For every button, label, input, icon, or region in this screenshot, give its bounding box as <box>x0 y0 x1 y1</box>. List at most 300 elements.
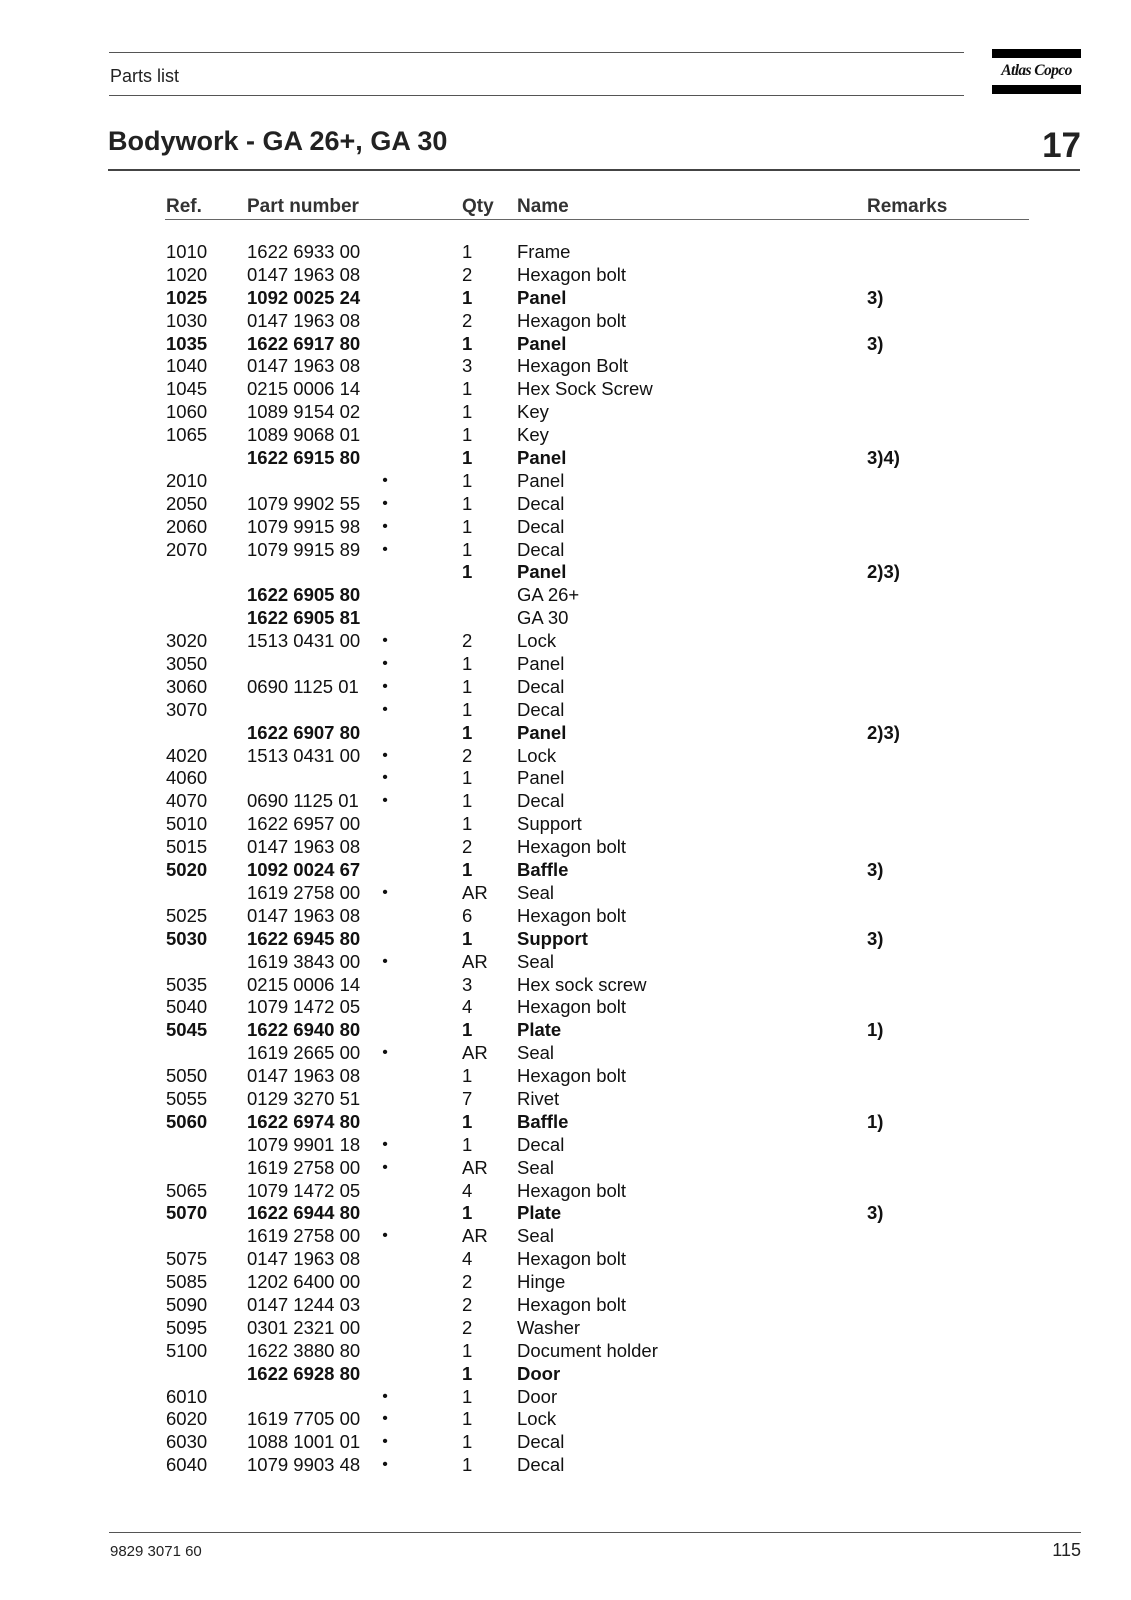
table-row <box>0 1386 1131 1409</box>
cell-kit-marker: • <box>382 1227 388 1245</box>
cell-name: Hexagon bolt <box>517 836 627 858</box>
cell-kit-marker: • <box>382 746 388 764</box>
cell-qty: 1 <box>462 767 473 789</box>
cell-ref: 5045 <box>166 1019 208 1041</box>
table-row <box>0 241 1131 264</box>
cell-part-number: 1079 9915 98 <box>247 515 361 537</box>
cell-part-number: 1622 6944 80 <box>247 1202 361 1224</box>
cell-ref: 6030 <box>166 1431 208 1453</box>
table-row <box>0 836 1131 859</box>
cell-remarks: 2)3) <box>867 721 900 743</box>
cell-name: Frame <box>517 241 571 262</box>
table-row <box>0 355 1131 378</box>
cell-part-number: 1622 6917 80 <box>247 332 361 354</box>
cell-qty: 1 <box>462 1408 473 1430</box>
brand-logo <box>992 49 1081 94</box>
cell-qty: 1 <box>462 1431 473 1453</box>
logo-bottom-bar <box>992 85 1081 94</box>
table-row <box>0 1431 1131 1454</box>
table-row <box>0 951 1131 974</box>
cell-part-number: 0147 1244 03 <box>247 1293 361 1315</box>
cell-name: Key <box>517 424 549 446</box>
table-row <box>0 310 1131 333</box>
cell-qty: 4 <box>462 1248 473 1270</box>
cell-ref: 5040 <box>166 996 208 1018</box>
table-row <box>0 1065 1131 1088</box>
cell-part-number: 1622 6974 80 <box>247 1110 361 1132</box>
cell-part-number: 0147 1963 08 <box>247 904 361 926</box>
cell-part-number: 0129 3270 51 <box>247 1087 361 1109</box>
cell-part-number: 1092 0024 67 <box>247 859 361 881</box>
cell-kit-marker: • <box>382 540 388 558</box>
cell-ref: 3050 <box>166 653 208 675</box>
column-header-ref: Ref. <box>166 196 202 217</box>
title-rule <box>108 169 1080 171</box>
cell-part-number: 1089 9154 02 <box>247 401 361 423</box>
cell-ref: 2010 <box>166 469 208 491</box>
cell-kit-marker: • <box>382 792 388 810</box>
cell-name: Hex Sock Screw <box>517 378 653 400</box>
cell-part-number: 0147 1963 08 <box>247 263 361 285</box>
cell-qty: AR <box>462 1156 488 1178</box>
table-row <box>0 1340 1131 1363</box>
cell-part-number: 1622 6957 00 <box>247 813 361 835</box>
parts-table <box>0 241 1131 1477</box>
cell-name: GA 30 <box>517 607 569 629</box>
cell-name: Plate <box>517 1202 562 1224</box>
cell-ref: 5020 <box>166 859 208 881</box>
table-row <box>0 561 1131 584</box>
footer-page-number: 115 <box>1052 1540 1081 1560</box>
cell-qty: 1 <box>462 401 473 423</box>
cell-kit-marker: • <box>382 494 388 512</box>
cell-ref: 5030 <box>166 927 208 949</box>
cell-kit-marker: • <box>382 1044 388 1062</box>
logo-wordmark: Atlas Copco <box>1001 62 1072 79</box>
cell-qty: 1 <box>462 813 473 835</box>
table-row <box>0 1157 1131 1180</box>
column-header-remarks: Remarks <box>867 196 948 217</box>
cell-qty: AR <box>462 1225 488 1247</box>
cell-qty: 2 <box>462 1316 473 1338</box>
cell-part-number: 1079 9903 48 <box>247 1454 361 1476</box>
cell-remarks: 3) <box>867 332 884 354</box>
cell-qty: 1 <box>462 515 473 537</box>
cell-kit-marker: • <box>382 883 388 901</box>
cell-ref: 1060 <box>166 401 208 423</box>
cell-name: Door <box>517 1385 558 1407</box>
cell-name: Decal <box>517 1431 565 1453</box>
cell-kit-marker: • <box>382 1387 388 1405</box>
cell-name: Seal <box>517 1225 555 1247</box>
cell-remarks: 2)3) <box>867 561 900 583</box>
cell-ref: 5090 <box>166 1293 208 1315</box>
cell-ref: 1045 <box>166 378 208 400</box>
header-bottom-rule <box>109 95 964 96</box>
cell-ref: 5065 <box>166 1179 208 1201</box>
table-row <box>0 630 1131 653</box>
cell-qty: 1 <box>462 447 473 469</box>
cell-part-number: 1619 3843 00 <box>247 950 361 972</box>
table-row <box>0 996 1131 1019</box>
cell-name: Decal <box>517 1133 565 1155</box>
cell-kit-marker: • <box>382 1456 388 1474</box>
cell-name: Baffle <box>517 1110 569 1132</box>
cell-part-number: 1619 2758 00 <box>247 1225 361 1247</box>
cell-ref: 3070 <box>166 698 208 720</box>
cell-part-number: 1079 9915 89 <box>247 538 361 560</box>
cell-part-number: 1202 6400 00 <box>247 1271 361 1293</box>
cell-part-number: 1619 2665 00 <box>247 1042 361 1064</box>
table-row <box>0 470 1131 493</box>
cell-part-number: 1622 6907 80 <box>247 721 361 743</box>
cell-qty: 1 <box>462 492 473 514</box>
cell-part-number: 0215 0006 14 <box>247 378 361 400</box>
table-row <box>0 1294 1131 1317</box>
column-header-name: Name <box>517 196 569 217</box>
cell-part-number: 1513 0431 00 <box>247 744 361 766</box>
cell-part-number: 1622 6915 80 <box>247 447 361 469</box>
cell-part-number: 1619 2758 00 <box>247 881 361 903</box>
cell-part-number: 0690 1125 01 <box>247 675 359 697</box>
cell-name: Decal <box>517 790 565 812</box>
table-row <box>0 1248 1131 1271</box>
table-row <box>0 859 1131 882</box>
table-row <box>0 813 1131 836</box>
cell-qty: 1 <box>462 1110 473 1132</box>
cell-ref: 3020 <box>166 630 208 652</box>
cell-kit-marker: • <box>382 517 388 535</box>
cell-ref: 5070 <box>166 1202 208 1224</box>
table-row <box>0 1408 1131 1431</box>
table-row <box>0 905 1131 928</box>
cell-part-number: 0147 1963 08 <box>247 1065 361 1087</box>
table-row <box>0 424 1131 447</box>
cell-qty: 2 <box>462 309 473 331</box>
table-row <box>0 1225 1131 1248</box>
cell-kit-marker: • <box>382 632 388 650</box>
column-header-qty: Qty <box>462 196 494 217</box>
cell-name: Panel <box>517 721 567 743</box>
cell-ref: 5100 <box>166 1339 208 1361</box>
cell-name: Hexagon bolt <box>517 1248 627 1270</box>
cell-name: Decal <box>517 538 565 560</box>
cell-name: Seal <box>517 950 555 972</box>
cell-name: Panel <box>517 447 567 469</box>
table-row <box>0 287 1131 310</box>
cell-qty: 1 <box>462 424 473 446</box>
cell-ref: 5075 <box>166 1248 208 1270</box>
cell-qty: 1 <box>462 241 473 262</box>
cell-qty: AR <box>462 950 488 972</box>
cell-part-number: 1088 1001 01 <box>247 1431 361 1453</box>
cell-name: Hexagon bolt <box>517 904 627 926</box>
cell-name: Panel <box>517 469 565 491</box>
cell-part-number: 0147 1963 08 <box>247 355 361 377</box>
cell-name: Support <box>517 927 588 949</box>
cell-kit-marker: • <box>382 1410 388 1428</box>
table-row <box>0 882 1131 905</box>
cell-name: Decal <box>517 492 565 514</box>
cell-ref: 1030 <box>166 309 208 331</box>
cell-name: GA 26+ <box>517 584 580 606</box>
column-header-rule <box>165 219 1029 220</box>
table-row <box>0 447 1131 470</box>
cell-name: Hexagon bolt <box>517 1293 627 1315</box>
table-row <box>0 264 1131 287</box>
cell-part-number: 1513 0431 00 <box>247 630 361 652</box>
cell-ref: 3060 <box>166 675 208 697</box>
table-row <box>0 401 1131 424</box>
cell-name: Baffle <box>517 859 569 881</box>
cell-kit-marker: • <box>382 655 388 673</box>
cell-kit-marker: • <box>382 952 388 970</box>
cell-name: Decal <box>517 515 565 537</box>
cell-remarks: 3) <box>867 1202 884 1224</box>
logo-top-bar <box>992 49 1081 58</box>
cell-qty: 7 <box>462 1087 473 1109</box>
table-row <box>0 1180 1131 1203</box>
cell-remarks: 1) <box>867 1110 884 1132</box>
page-title: Bodywork - GA 26+, GA 30 <box>108 126 448 156</box>
cell-name: Panel <box>517 286 567 308</box>
cell-kit-marker: • <box>382 769 388 787</box>
cell-qty: 1 <box>462 1133 473 1155</box>
cell-name: Lock <box>517 1408 557 1430</box>
cell-qty: 1 <box>462 790 473 812</box>
cell-part-number: 1089 9068 01 <box>247 424 361 446</box>
cell-qty: 3 <box>462 355 473 377</box>
cell-name: Support <box>517 813 582 835</box>
table-row <box>0 974 1131 997</box>
cell-part-number: 0215 0006 14 <box>247 973 361 995</box>
cell-qty: AR <box>462 881 488 903</box>
cell-qty: 4 <box>462 1179 473 1201</box>
cell-qty: 1 <box>462 653 473 675</box>
cell-ref: 2070 <box>166 538 208 560</box>
cell-name: Panel <box>517 561 567 583</box>
header-top-rule <box>109 52 964 53</box>
cell-ref: 6040 <box>166 1454 208 1476</box>
table-row <box>0 1088 1131 1111</box>
table-row <box>0 790 1131 813</box>
cell-kit-marker: • <box>382 1158 388 1176</box>
table-row <box>0 699 1131 722</box>
cell-name: Plate <box>517 1019 562 1041</box>
table-row <box>0 333 1131 356</box>
cell-name: Rivet <box>517 1087 560 1109</box>
cell-name: Key <box>517 401 549 423</box>
cell-ref: 5035 <box>166 973 208 995</box>
cell-part-number: 1622 6905 80 <box>247 584 361 606</box>
cell-remarks: 3) <box>867 286 884 308</box>
table-row <box>0 539 1131 562</box>
table-row <box>0 584 1131 607</box>
cell-part-number: 1079 9902 55 <box>247 492 361 514</box>
cell-name: Decal <box>517 675 565 697</box>
cell-kit-marker: • <box>382 677 388 695</box>
cell-qty: 1 <box>462 1065 473 1087</box>
cell-part-number: 1622 6933 00 <box>247 241 361 262</box>
cell-part-number: 1622 6928 80 <box>247 1362 361 1384</box>
cell-ref: 1025 <box>166 286 208 308</box>
cell-part-number: 0147 1963 08 <box>247 309 361 331</box>
table-row <box>0 1454 1131 1477</box>
cell-ref: 1040 <box>166 355 208 377</box>
cell-kit-marker: • <box>382 1433 388 1451</box>
cell-remarks: 3) <box>867 859 884 881</box>
cell-qty: 1 <box>462 1202 473 1224</box>
cell-name: Hexagon bolt <box>517 996 627 1018</box>
table-row <box>0 653 1131 676</box>
cell-ref: 5060 <box>166 1110 208 1132</box>
cell-part-number: 0301 2321 00 <box>247 1316 361 1338</box>
cell-qty: 1 <box>462 859 473 881</box>
cell-name: Decal <box>517 1454 565 1476</box>
table-row <box>0 1202 1131 1225</box>
cell-ref: 2060 <box>166 515 208 537</box>
cell-qty: 2 <box>462 836 473 858</box>
cell-qty: 1 <box>462 1339 473 1361</box>
cell-name: Hexagon bolt <box>517 263 627 285</box>
cell-part-number: 1622 6905 81 <box>247 607 361 629</box>
table-row <box>0 1042 1131 1065</box>
cell-qty: 1 <box>462 469 473 491</box>
cell-name: Hexagon bolt <box>517 309 627 331</box>
cell-part-number: 0147 1963 08 <box>247 1248 361 1270</box>
cell-name: Hexagon bolt <box>517 1065 627 1087</box>
cell-part-number: 1622 6940 80 <box>247 1019 361 1041</box>
cell-qty: 2 <box>462 1271 473 1293</box>
cell-ref: 4060 <box>166 767 208 789</box>
cell-ref: 5095 <box>166 1316 208 1338</box>
cell-qty: 2 <box>462 630 473 652</box>
table-row <box>0 378 1131 401</box>
cell-part-number: 0690 1125 01 <box>247 790 359 812</box>
cell-name: Door <box>517 1362 561 1384</box>
cell-part-number: 1622 6945 80 <box>247 927 361 949</box>
cell-ref: 5025 <box>166 904 208 926</box>
table-row <box>0 1363 1131 1386</box>
cell-qty: 1 <box>462 561 473 583</box>
cell-ref: 1065 <box>166 424 208 446</box>
table-row <box>0 722 1131 745</box>
table-row <box>0 493 1131 516</box>
cell-part-number: 1619 7705 00 <box>247 1408 361 1430</box>
cell-ref: 5010 <box>166 813 208 835</box>
cell-ref: 6020 <box>166 1408 208 1430</box>
cell-kit-marker: • <box>382 1135 388 1153</box>
cell-qty: 1 <box>462 332 473 354</box>
cell-ref: 5050 <box>166 1065 208 1087</box>
cell-qty: 4 <box>462 996 473 1018</box>
cell-qty: 1 <box>462 721 473 743</box>
cell-part-number: 0147 1963 08 <box>247 836 361 858</box>
cell-name: Decal <box>517 698 565 720</box>
cell-part-number: 1622 3880 80 <box>247 1339 361 1361</box>
cell-name: Seal <box>517 1042 555 1064</box>
cell-qty: 1 <box>462 675 473 697</box>
cell-name: Seal <box>517 881 555 903</box>
cell-qty: 2 <box>462 1293 473 1315</box>
cell-ref: 5085 <box>166 1271 208 1293</box>
cell-name: Panel <box>517 653 565 675</box>
cell-ref: 6010 <box>166 1385 208 1407</box>
cell-name: Document holder <box>517 1339 658 1361</box>
cell-remarks: 3)4) <box>867 447 900 469</box>
cell-kit-marker: • <box>382 700 388 718</box>
table-row <box>0 676 1131 699</box>
cell-qty: 1 <box>462 698 473 720</box>
cell-qty: 2 <box>462 744 473 766</box>
cell-part-number: 1619 2758 00 <box>247 1156 361 1178</box>
cell-ref: 1020 <box>166 263 208 285</box>
cell-remarks: 3) <box>867 927 884 949</box>
header-section-label: Parts list <box>110 66 180 86</box>
cell-ref: 4020 <box>166 744 208 766</box>
section-number: 17 <box>1042 126 1081 165</box>
cell-name: Hexagon bolt <box>517 1179 627 1201</box>
footer-rule <box>109 1532 1081 1533</box>
cell-qty: 1 <box>462 1385 473 1407</box>
table-row <box>0 1271 1131 1294</box>
cell-qty: 1 <box>462 1019 473 1041</box>
cell-qty: 2 <box>462 263 473 285</box>
table-row <box>0 928 1131 951</box>
table-row <box>0 1019 1131 1042</box>
table-row <box>0 767 1131 790</box>
cell-qty: 1 <box>462 1362 473 1384</box>
cell-ref: 5015 <box>166 836 208 858</box>
column-header-part-number: Part number <box>247 196 359 217</box>
cell-name: Washer <box>517 1316 581 1338</box>
cell-ref: 1010 <box>166 241 208 262</box>
cell-ref: 4070 <box>166 790 208 812</box>
table-row <box>0 516 1131 539</box>
cell-qty: 1 <box>462 378 473 400</box>
cell-qty: 1 <box>462 286 473 308</box>
table-row <box>0 607 1131 630</box>
cell-ref: 5055 <box>166 1087 208 1109</box>
cell-name: Panel <box>517 767 565 789</box>
table-row <box>0 1111 1131 1134</box>
cell-qty: 1 <box>462 538 473 560</box>
cell-qty: 1 <box>462 927 473 949</box>
cell-ref: 2050 <box>166 492 208 514</box>
cell-part-number: 1092 0025 24 <box>247 286 361 308</box>
cell-name: Hexagon Bolt <box>517 355 629 377</box>
cell-qty: 3 <box>462 973 473 995</box>
cell-qty: 6 <box>462 904 473 926</box>
table-row <box>0 1317 1131 1340</box>
cell-name: Seal <box>517 1156 555 1178</box>
cell-name: Lock <box>517 630 557 652</box>
cell-qty: 1 <box>462 1454 473 1476</box>
cell-part-number: 1079 9901 18 <box>247 1133 361 1155</box>
cell-ref: 1035 <box>166 332 208 354</box>
cell-kit-marker: • <box>382 471 388 489</box>
cell-qty: AR <box>462 1042 488 1064</box>
cell-part-number: 1079 1472 05 <box>247 1179 361 1201</box>
cell-part-number: 1079 1472 05 <box>247 996 361 1018</box>
cell-name: Lock <box>517 744 557 766</box>
cell-name: Panel <box>517 332 567 354</box>
footer-document-number: 9829 3071 60 <box>110 1543 202 1560</box>
cell-remarks: 1) <box>867 1019 884 1041</box>
cell-name: Hex sock screw <box>517 973 647 995</box>
table-row <box>0 745 1131 768</box>
table-row <box>0 1134 1131 1157</box>
